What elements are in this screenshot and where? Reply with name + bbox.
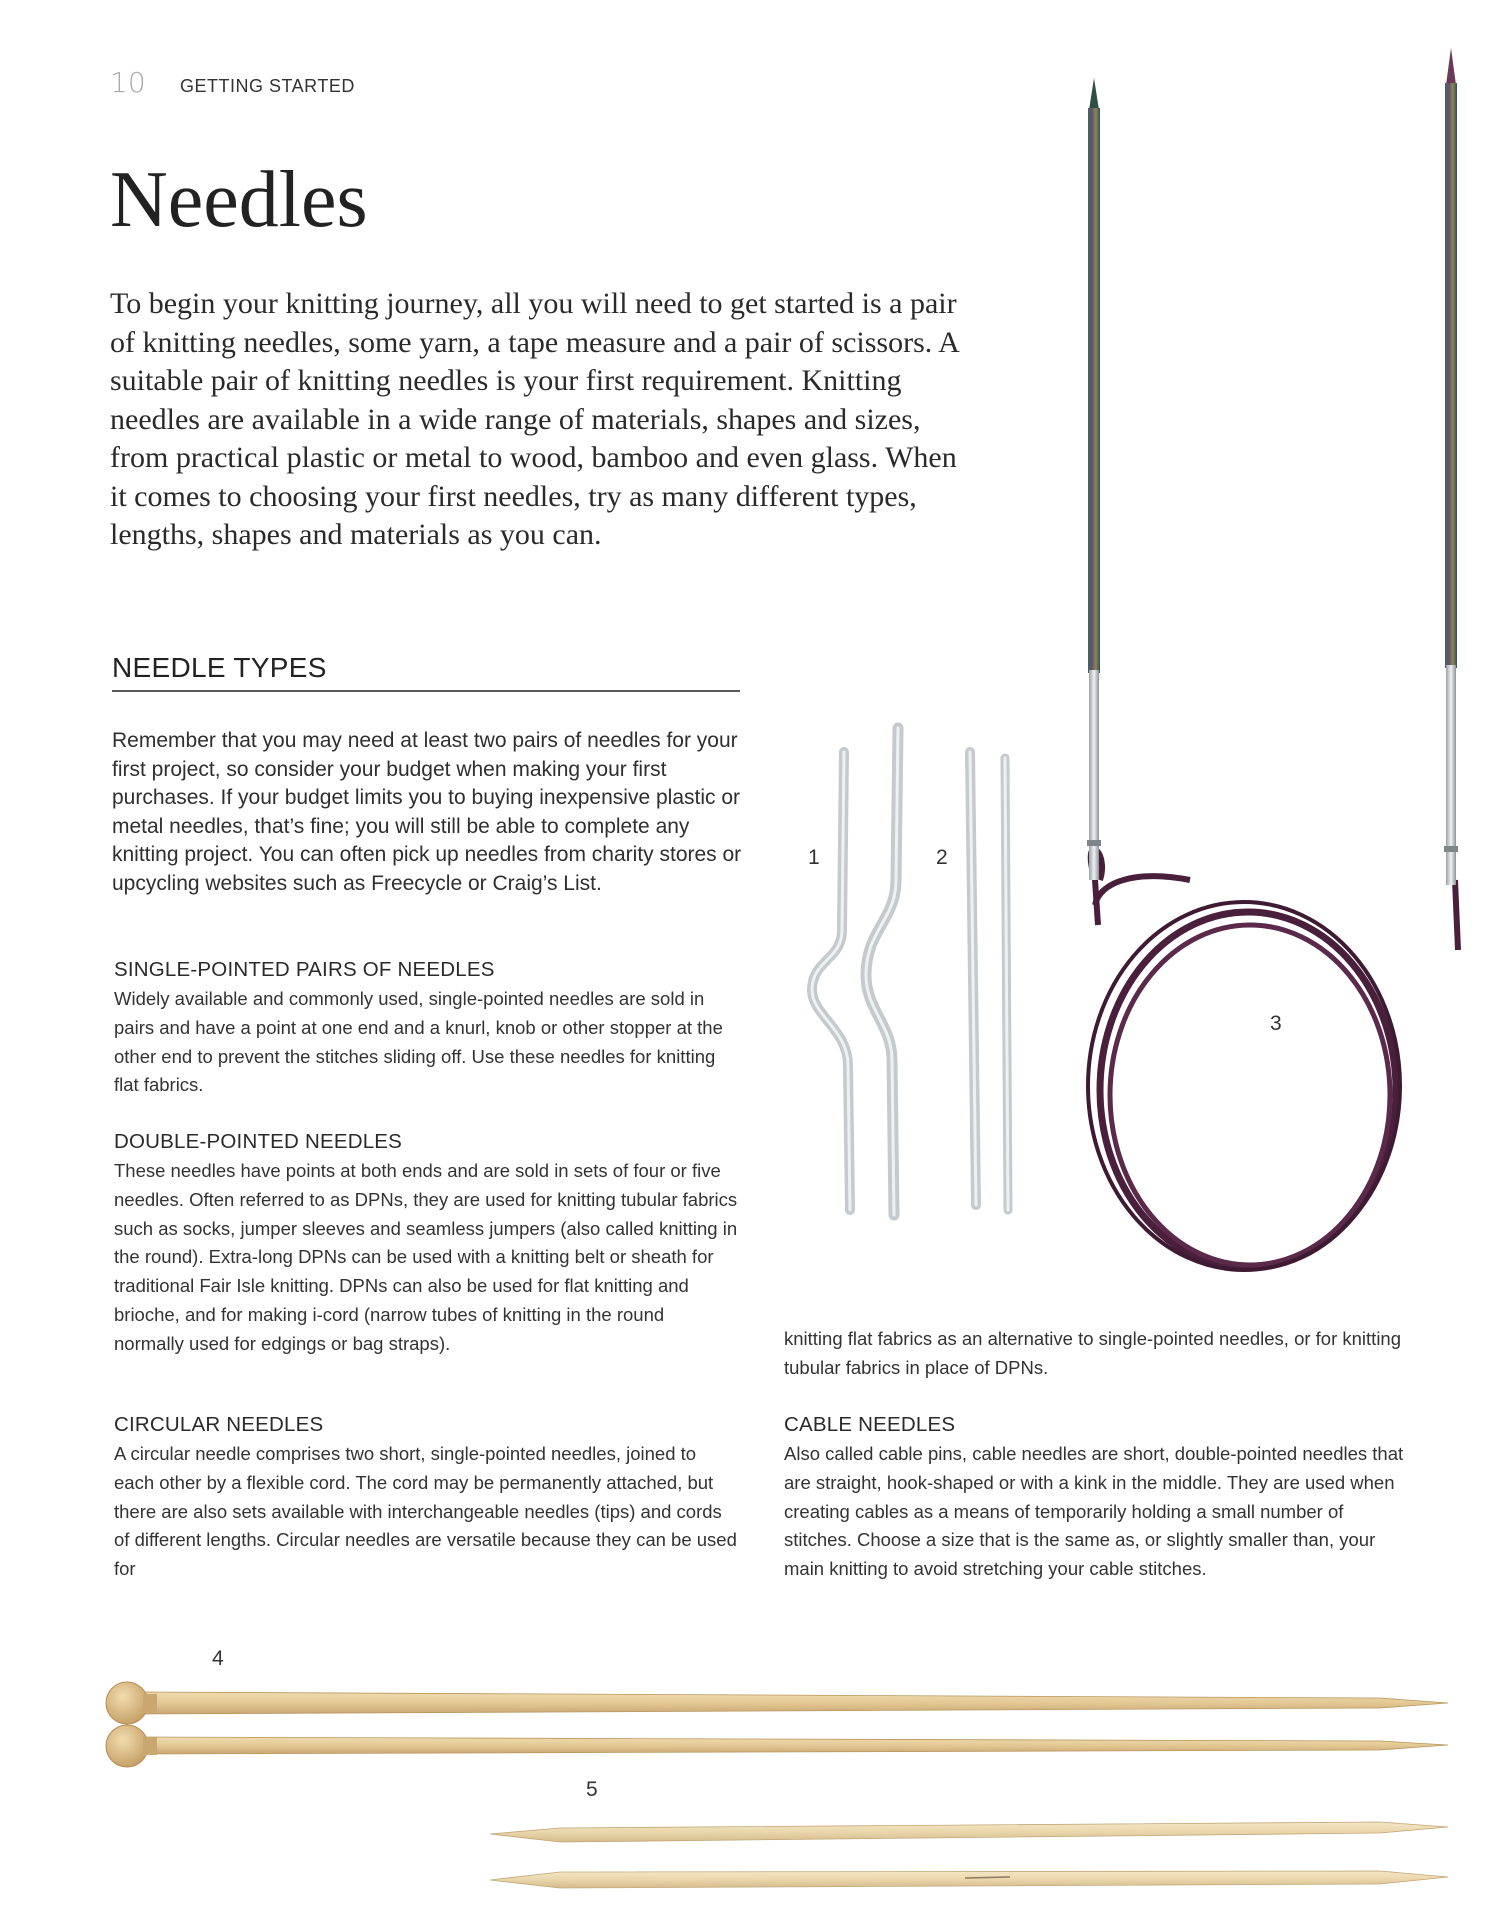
running-header: GETTING STARTED [180, 76, 355, 96]
figure-label-2: 2 [936, 846, 948, 869]
double-pointed-needle-bottom [490, 1871, 1448, 1888]
needle-types-body: Remember that you may need at least two pairs of needles for your first project, so consider your budget when making your first purchases. If your budget limits you to buying inexpensive plastic or metal needles, that’s fine; you will still be able to complete any knitting project. You can often pick up needles from charity stores or upcycling websites such as Freecycle or Craig’s List. [112, 729, 742, 895]
circular-body-continued: knitting flat fabrics as an alternative to single-pointed needles, or for knitting tubular fabrics in place of DPNs. [784, 1328, 1402, 1378]
page-number: 10 [110, 66, 146, 99]
single-pointed-needle-bottom [106, 1725, 1448, 1767]
single-pointed-heading: SINGLE-POINTED PAIRS OF NEEDLES [114, 958, 495, 981]
page-title: Needles [110, 156, 368, 244]
double-pointed-needle-top [490, 1822, 1448, 1842]
figure-label-5: 5 [586, 1778, 598, 1801]
single-pointed-needle-top [106, 1682, 1448, 1724]
cable-body: Also called cable pins, cable needles are short, double-pointed needles that are straight, hook-shaped or with a kink in the middle. They are used when creating cables as a means of temporarily holding a small number of stitches. Choose a size that is the same as, or slightly smaller than, your main knitting to avoid stretching your cable stitches. [784, 1443, 1404, 1580]
single-pointed-body: Widely available and commonly used, single-pointed needles are sold in pairs and have a point at one end and a knurl, knob or other stopper at the other end to prevent the stitches sliding off. Use these needles for knitting flat fabrics. [114, 988, 723, 1096]
figure-label-3: 3 [1270, 1012, 1282, 1035]
figure-label-1: 1 [808, 846, 820, 869]
circular-heading: CIRCULAR NEEDLES [114, 1413, 324, 1436]
figure-label-4: 4 [212, 1647, 224, 1670]
needle-types-heading: NEEDLE TYPES [112, 652, 327, 683]
double-pointed-heading: DOUBLE-POINTED NEEDLES [114, 1130, 403, 1153]
circular-needle-cord [1088, 850, 1458, 1270]
double-pointed-body: These needles have points at both ends and are sold in sets of four or five needles. Often referred to as DPNs, they are used for knitting tubular fabrics such as socks, jumper sleeves and seamless jumpers (also called knitting in the round). Extra-long DPNs can be used with a knitting belt or sheath for traditional Fair Isle knitting. DPNs can also be used for flat knitting and brioche, and for making i-cord (narrow tubes of knitting in the round normally used for edgings or bag straps). [114, 1160, 738, 1354]
circular-needle-tip-left [1087, 78, 1101, 880]
intro-paragraph: To begin your knitting journey, all you will need to get started is a pair of knitting needles, some yarn, a tape measure and a pair of scissors. A suitable pair of knitting needles is your first requirement. Knitting needles are available in a wide range of materials, shapes and sizes, from practical plastic or metal to wood, bamboo and even glass. When it comes to choosing your first needles, try as many different types, lengths, shapes and materials as you can. [110, 287, 959, 551]
circular-needle-tip-right [1444, 48, 1458, 885]
cable-heading: CABLE NEEDLES [784, 1413, 956, 1436]
circular-body: A circular needle comprises two short, single-pointed needles, joined to each other by a flexible cord. The cord may be permanently attached, but there are also sets available with interchangeable needles (tips) and cords of different lengths. Circular needles are versatile because they can be used for [114, 1443, 737, 1580]
